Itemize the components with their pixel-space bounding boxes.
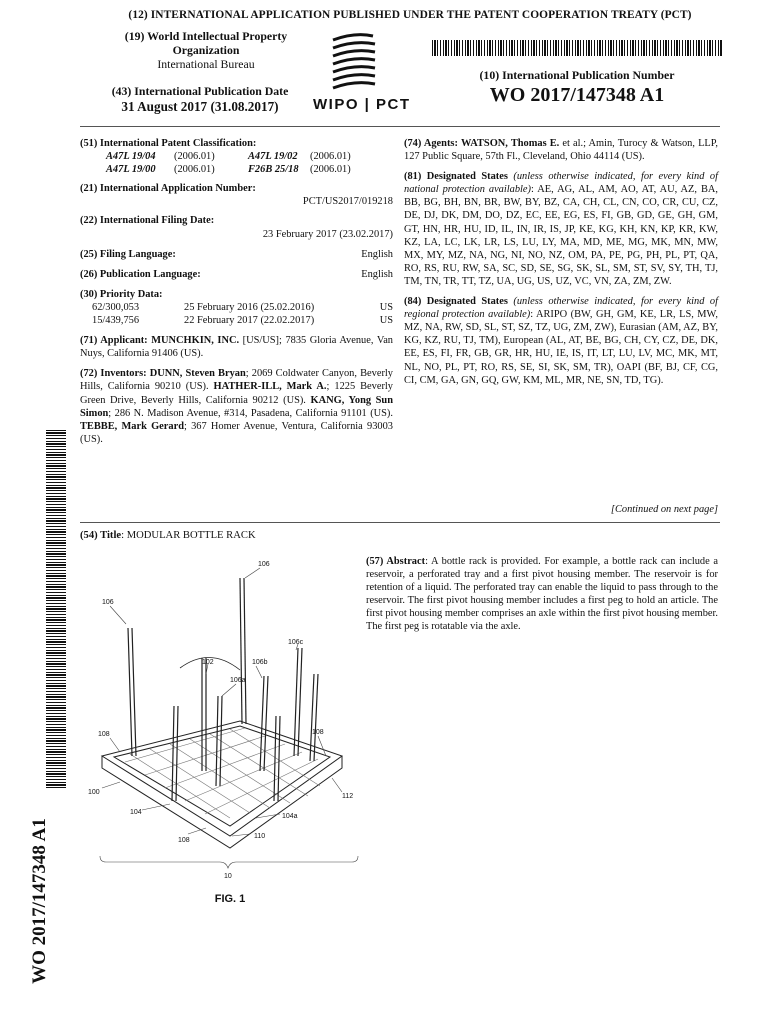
pub-number-label: (10) International Publication Number [479,68,675,82]
priority-row: 15/439,756 22 February 2017 (22.02.2017) US [92,315,393,327]
continued-note: [Continued on next page] [610,504,718,515]
app-no: PCT/US2017/019218 [302,196,393,208]
abstract: (57) Abstract: A bottle rack is provided. For example, a bottle rack can include a reservoir, a perforated tray and a first pivot housing member. The reservoir is for retention of a liquid. The perforated tray can enable the liquid to pass through to the reservoir. The first pivot housing member includes a first peg to hold an article. The first pivot housing member comprises an axle within the first pivot housing member. The first peg is rotatable via the axle. [366,556,718,633]
pegs [128,578,318,801]
pub-number: WO 2017/147348 A1 [489,84,665,106]
right-column [404,137,718,387]
figure-label: 10 [224,873,232,880]
barcode-side [46,430,66,790]
ipc-row: A47L 19/00 (2006.01) F26B 25/18 (2006.01) [106,164,351,176]
app-no-label: (21) International Application Number: [80,183,256,195]
figure-label: 102 [202,659,214,666]
side-publication-id: WO 2017/147348 A1 [29,818,50,984]
org-line2: Organization [172,43,240,57]
figure-label: 106a [230,677,246,684]
applicant: (71) Applicant: MUNCHKIN, INC. [US/US]; 7835 Gloria Avenue, Van Nuys, California 91406 (US). [80,335,393,360]
header-divider [80,126,720,127]
figure-label: 110 [254,833,266,840]
title-divider [80,522,720,523]
filing-date-label: (22) International Filing Date: [80,215,215,227]
figure-label: 104a [282,813,298,820]
filing-date: 23 February 2017 (23.02.2017) [262,228,393,240]
figure-label: 100 [88,789,100,796]
org-line1: (19) World Intellectual Property [124,29,288,43]
ipc-label: (51) International Patent Classification: [80,138,257,149]
title: (54) Title: MODULAR BOTTLE RACK [80,530,256,541]
figure-label: 112 [342,793,354,800]
filing-lang-row: (25) Filing Language: English [80,248,393,260]
wipo-logo-text: WIPO | PCT [313,96,411,113]
pub-date: 31 August 2017 (31.08.2017) [121,99,279,114]
priority-row: 62/300,053 25 February 2016 (25.02.2016) US [92,301,393,313]
ipc-row: A47L 19/04 (2006.01) A47L 19/02 (2006.01) [106,151,351,163]
designated-states-84: (84) Designated States (unless otherwise indicated, for every kind of regional protection available): ARIPO (BW, GH, GM, KE, LR, LS, MW, MZ, NA, RW, SD, SL, ST, SZ, TZ, UG, ZM, ZW), Eurasian (AM, AZ, BY, KG, KZ, RU, TJ, TM), European (AL, AT, BE, BG, CH, CY, CZ, DE, DK, EE, ES, FI, FR, GB, GR, HR, HU, IE, IS, IT, LT, LU, LV, MC, MK, MT, NL, NO, PL, PT, RO, RS, SE, SI, SK, SM, TR), OAPI (BF, BJ, CF, CG, CI, CM, GA, GN, GQ, GW, KM, ML, MR, NE, SN, TD, TG). [404,296,719,386]
figure-labels [88,561,353,880]
header-line-12: (12) INTERNATIONAL APPLICATION PUBLISHED UNDER THE PATENT COOPERATION TREATY (PCT) [128,9,692,21]
priority-label: (30) Priority Data: [80,288,163,300]
figure-label: 106 [102,599,114,606]
figure-label: 106 [258,561,270,568]
figure-label: 108 [178,837,190,844]
wipo-logo-icon [325,28,385,96]
figure-label: 108 [98,731,110,738]
reservoir-outline [102,721,342,836]
figure-label: 106b [252,659,268,666]
inventors: (72) Inventors: DUNN, Steven Bryan; 2069 Coldwater Canyon, Beverly Hills, California 90210 (US). HATHER-ILL, Mark A.; 1225 Beverly Green Drive, Beverly Hills, California 90212 (US). KANG, Yong Sun Simon; 286 N. Madison Avenue, #314, Pasadena, California 91101 (US). TEBBE, Mark Gerard; 367 Homer Avenue, Ventura, California 93003 (US). [80,368,393,445]
figure-label: 104 [130,809,142,816]
org-block [106,29,306,57]
figure-label: 108 [312,729,324,736]
pub-date-label: (43) International Publication Date [111,84,289,98]
figure-label: 106c [288,639,304,646]
left-column [80,137,393,446]
pub-lang-row: (26) Publication Language: English [80,268,393,280]
ipc-table [80,150,393,176]
barcode-top [432,40,722,56]
figure-caption: FIG. 1 [214,893,246,905]
figure-1 [80,556,370,896]
agents: (74) Agents: WATSON, Thomas E. et al.; Amin, Turocy & Watson, LLP, 127 Public Square, 57th Fl., Cleveland, Ohio 44114 (US). [404,138,718,163]
bureau: International Bureau [157,57,255,71]
designated-states-81: (81) Designated States (unless otherwise indicated, for every kind of national protection available): AE, AG, AL, AM, AO, AT, AU, AZ, BA, BB, BG, BH, BN, BR, BW, BY, BZ, CA, CH, CL, CN, CO, CR, CU, CZ, DE, DJ, DK, DM, DO, DZ, EC, EE, EG, ES, FI, GB, GD, GE, GH, GM, GT, HN, HR, HU, ID, IL, IN, IR, IS, JP, KE, KG, KH, KN, KP, KR, KW, KZ, LA, LC, LK, LR, LS, LU, LY, MA, MD, ME, MG, MK, MN, MW, MX, MY, MZ, NA, NG, NI, NO, NZ, OM, PA, PE, PG, PH, PL, PT, QA, RO, RS, RU, RW, SA, SC, SD, SE, SG, SK, SL, SM, ST, SV, SY, TH, TJ, TM, TN, TR, TT, TZ, UA, UG, US, UZ, VC, VN, ZA, ZM, ZW. [404,171,718,287]
